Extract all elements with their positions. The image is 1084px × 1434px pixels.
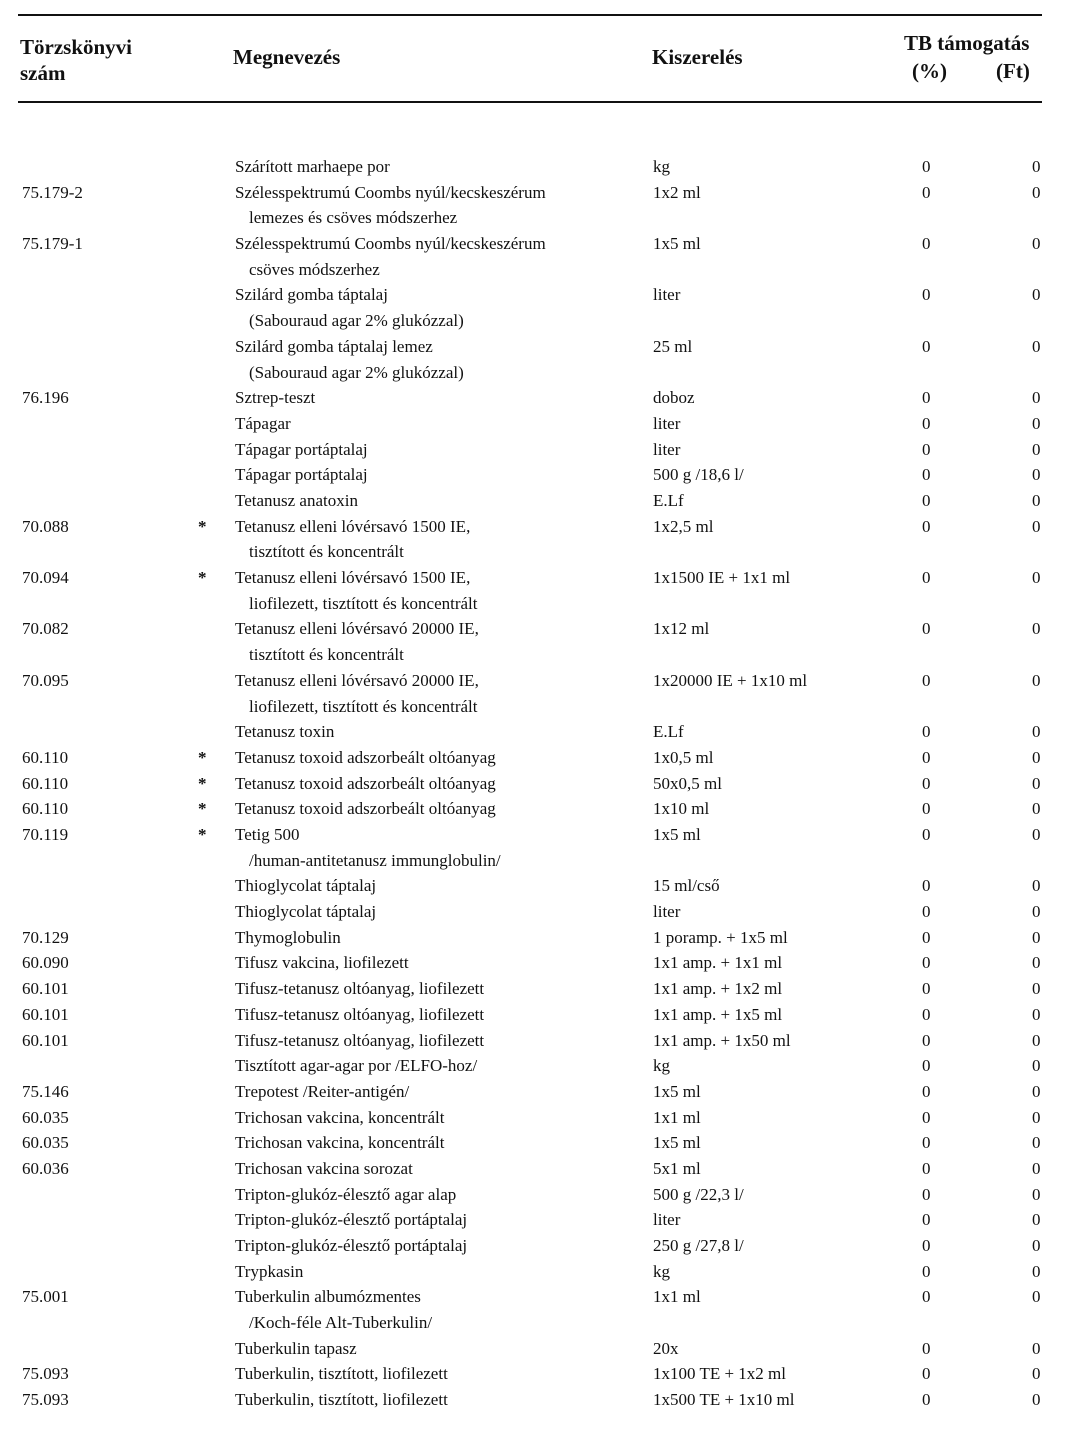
table-row	[0, 976, 1084, 1002]
product-name-line: Tifusz-tetanusz oltóanyag, liofilezett	[235, 1030, 485, 1050]
table-row	[0, 1105, 1084, 1131]
support-forint: 0	[1032, 1210, 1041, 1230]
product-name-line: Szárított marhaepe por	[235, 157, 390, 176]
product-name-line: Tisztított agar-agar por /ELFO-hoz/	[235, 1056, 478, 1076]
support-forint: 0	[1032, 747, 1041, 767]
support-forint: 0	[1032, 1390, 1041, 1410]
support-percent: 0	[922, 1184, 931, 1204]
packaging: 1x10 ml	[653, 799, 710, 819]
support-percent: 0	[922, 927, 931, 947]
table-row	[0, 334, 1084, 385]
product-name-continuation: tisztított és koncentrált	[249, 645, 404, 665]
packaging: 1x0,5 ml	[653, 747, 714, 767]
table-row	[0, 1233, 1084, 1259]
header-percent: (%)	[912, 59, 947, 83]
product-name	[235, 282, 464, 333]
table-row	[0, 616, 1084, 667]
support-percent: 0	[922, 439, 931, 459]
support-percent: 0	[922, 491, 931, 510]
product-name-line: Tápagar portáptalaj	[235, 465, 368, 485]
table-row	[0, 488, 1084, 514]
product-name-continuation: lemezes és csöves módszerhez	[249, 208, 458, 228]
product-name-continuation: (Sabouraud agar 2% glukózzal)	[249, 311, 464, 331]
table-row	[0, 771, 1084, 797]
support-forint: 0	[1032, 619, 1041, 639]
header-packaging: Kiszerelés	[652, 45, 743, 69]
product-name	[235, 1053, 477, 1079]
packaging: 1x5 ml	[653, 1081, 701, 1101]
product-name-line: Thymoglobulin	[235, 927, 341, 947]
product-name-line: Trichosan vakcina, koncentrált	[235, 1107, 445, 1127]
product-name	[235, 1361, 448, 1387]
packaging: 1x5 ml	[653, 234, 701, 254]
support-percent: 0	[922, 1287, 931, 1307]
support-forint: 0	[1032, 979, 1041, 999]
registry-number: 60.101	[22, 979, 69, 999]
table-row	[0, 1207, 1084, 1233]
packaging: 1x5 ml	[653, 825, 701, 844]
support-forint: 0	[1032, 1081, 1041, 1101]
product-name	[235, 976, 484, 1002]
product-name	[235, 385, 315, 411]
packaging: 50x0,5 ml	[653, 773, 722, 793]
support-forint: 0	[1032, 157, 1041, 176]
table-row	[0, 1002, 1084, 1028]
support-forint: 0	[1032, 1107, 1041, 1127]
product-name-line: Szilárd gomba táptalaj lemez	[235, 336, 433, 356]
table-row	[0, 950, 1084, 976]
registry-number: 75.093	[22, 1364, 69, 1384]
product-name	[235, 745, 496, 771]
support-forint: 0	[1032, 336, 1041, 356]
registry-number: 70.129	[22, 927, 69, 947]
header-registry-line1: Törzskönyvi	[20, 35, 133, 59]
support-percent: 0	[922, 722, 931, 742]
product-name	[235, 334, 464, 385]
support-percent: 0	[922, 747, 931, 767]
packaging: 1x1 amp. + 1x50 ml	[653, 1030, 791, 1050]
packaging: 1x1 ml	[653, 1287, 701, 1307]
packaging: 1x1 amp. + 1x5 ml	[653, 1004, 783, 1024]
product-name	[235, 616, 479, 667]
support-percent: 0	[922, 1236, 931, 1256]
support-forint: 0	[1032, 927, 1041, 947]
product-name-continuation: tisztított és koncentrált	[249, 542, 404, 562]
product-name	[235, 231, 546, 282]
packaging: 1x500 TE + 1x10 ml	[653, 1390, 795, 1410]
support-percent: 0	[922, 670, 931, 690]
packaging: 1x1500 IE + 1x1 ml	[653, 568, 791, 588]
product-name-line: Tetanusz anatoxin	[235, 491, 358, 510]
product-name	[235, 1336, 357, 1362]
product-name	[235, 1105, 444, 1131]
packaging: 500 g /22,3 l/	[653, 1184, 744, 1204]
product-name	[235, 925, 341, 951]
registry-number: 70.088	[22, 516, 69, 536]
packaging: kg	[653, 1261, 670, 1281]
header-name: Megnevezés	[233, 45, 341, 69]
asterisk-marker: *	[198, 747, 207, 767]
support-percent: 0	[922, 825, 931, 844]
product-name	[235, 565, 478, 616]
product-name	[235, 1079, 409, 1105]
product-name	[235, 411, 291, 437]
registry-number: 60.110	[22, 799, 69, 819]
table-row	[0, 1079, 1084, 1105]
table-row	[0, 462, 1084, 488]
product-name-line: Tetig 500	[235, 825, 300, 844]
registry-number: 60.101	[22, 1004, 69, 1024]
support-forint: 0	[1032, 234, 1041, 254]
packaging: 20x	[653, 1338, 679, 1358]
registry-number: 60.035	[22, 1107, 69, 1127]
packaging: 1x12 ml	[653, 619, 710, 639]
product-name	[235, 719, 334, 745]
product-name	[235, 1028, 484, 1054]
table-row	[0, 411, 1084, 437]
support-percent: 0	[922, 465, 931, 485]
product-name-continuation: csöves módszerhez	[249, 259, 380, 279]
support-forint: 0	[1032, 568, 1041, 588]
table-row	[0, 668, 1084, 719]
product-name-line: Tifusz-tetanusz oltóanyag, liofilezett	[235, 1004, 485, 1024]
packaging: liter	[653, 439, 681, 459]
packaging: 500 g /18,6 l/	[653, 465, 744, 485]
support-forint: 0	[1032, 1184, 1041, 1204]
support-percent: 0	[922, 979, 931, 999]
packaging: E.Lf	[653, 491, 684, 510]
registry-number: 60.110	[22, 773, 69, 793]
product-name	[235, 873, 376, 899]
support-forint: 0	[1032, 182, 1041, 202]
header-registry-number	[20, 34, 132, 86]
header-registry-line2: szám	[20, 61, 66, 85]
support-forint: 0	[1032, 876, 1041, 896]
product-name-line: Tetanusz toxoid adszorbeált oltóanyag	[235, 799, 496, 819]
product-name-line: Szilárd gomba táptalaj	[235, 285, 388, 305]
support-percent: 0	[922, 1390, 931, 1410]
packaging: 1x100 TE + 1x2 ml	[653, 1364, 786, 1384]
support-forint: 0	[1032, 670, 1041, 690]
asterisk-marker: *	[198, 773, 207, 793]
asterisk-marker: *	[198, 568, 207, 588]
support-percent: 0	[922, 1107, 931, 1127]
product-name	[235, 1259, 303, 1285]
product-name-line: Tuberkulin albumózmentes	[235, 1287, 421, 1307]
product-name-line: Tuberkulin, tisztított, liofilezett	[235, 1364, 448, 1384]
table-row	[0, 1387, 1084, 1413]
support-percent: 0	[922, 1004, 931, 1024]
product-name	[235, 1233, 467, 1259]
header-bottom-rule	[18, 101, 1042, 103]
registry-number: 75.001	[22, 1287, 69, 1307]
support-forint: 0	[1032, 1261, 1041, 1281]
support-forint: 0	[1032, 388, 1041, 408]
support-percent: 0	[922, 182, 931, 202]
support-percent: 0	[922, 1364, 931, 1384]
product-name-line: Tifusz vakcina, liofilezett	[235, 953, 409, 973]
product-name	[235, 154, 390, 180]
support-percent: 0	[922, 876, 931, 896]
support-forint: 0	[1032, 1158, 1041, 1178]
registry-number: 60.101	[22, 1030, 69, 1050]
support-percent: 0	[922, 902, 931, 922]
support-forint: 0	[1032, 1287, 1041, 1307]
support-percent: 0	[922, 1056, 931, 1076]
support-forint: 0	[1032, 465, 1041, 485]
table-row	[0, 719, 1084, 745]
product-name	[235, 796, 496, 822]
product-name-line: Tuberkulin, tisztított, liofilezett	[235, 1390, 448, 1410]
support-percent: 0	[922, 799, 931, 819]
registry-number: 70.095	[22, 670, 69, 690]
support-percent: 0	[922, 953, 931, 973]
support-forint: 0	[1032, 1056, 1041, 1076]
product-name	[235, 1182, 456, 1208]
product-name	[235, 668, 479, 719]
support-forint: 0	[1032, 773, 1041, 793]
table-row	[0, 899, 1084, 925]
support-forint: 0	[1032, 1133, 1041, 1153]
product-name	[235, 437, 368, 463]
support-forint: 0	[1032, 516, 1041, 536]
registry-number: 75.179-2	[22, 182, 83, 202]
product-name	[235, 1156, 413, 1182]
product-name	[235, 462, 368, 488]
support-percent: 0	[922, 1081, 931, 1101]
table-row	[0, 1336, 1084, 1362]
table-row	[0, 565, 1084, 616]
registry-number: 70.094	[22, 568, 69, 588]
registry-number: 60.110	[22, 747, 69, 767]
product-name-line: Tetanusz elleni lóvérsavó 1500 IE,	[235, 516, 471, 536]
support-forint: 0	[1032, 799, 1041, 819]
registry-number: 76.196	[22, 388, 69, 408]
packaging: liter	[653, 902, 681, 922]
table-row	[0, 1053, 1084, 1079]
packaging: 1x2 ml	[653, 182, 701, 202]
table-row	[0, 1182, 1084, 1208]
product-name-line: Thioglycolat táptalaj	[235, 902, 377, 922]
product-name	[235, 822, 501, 873]
table-row	[0, 1284, 1084, 1335]
product-name	[235, 950, 409, 976]
registry-number: 60.036	[22, 1158, 69, 1178]
support-percent: 0	[922, 336, 931, 356]
product-name	[235, 1387, 448, 1413]
product-name-line: Tápagar portáptalaj	[235, 439, 368, 459]
table-row	[0, 796, 1084, 822]
support-forint: 0	[1032, 491, 1041, 510]
product-name	[235, 488, 358, 514]
table-row	[0, 385, 1084, 411]
header-forint: (Ft)	[996, 59, 1030, 83]
table-row	[0, 1156, 1084, 1182]
packaging: 250 g /27,8 l/	[653, 1236, 744, 1256]
product-name-line: Tetanusz elleni lóvérsavó 20000 IE,	[235, 670, 479, 690]
registry-number: 70.119	[22, 825, 69, 844]
registry-number: 60.035	[22, 1133, 69, 1153]
product-name-line: Szélesspektrumú Coombs nyúl/kecskeszérum	[235, 234, 546, 254]
asterisk-marker: *	[198, 799, 207, 819]
packaging: 1x1 ml	[653, 1107, 701, 1127]
support-percent: 0	[922, 516, 931, 536]
registry-number: 75.179-1	[22, 234, 83, 254]
product-name	[235, 771, 496, 797]
product-name-line: Tripton-glukóz-élesztő portáptalaj	[235, 1236, 468, 1256]
support-forint: 0	[1032, 1004, 1041, 1024]
product-name-continuation: /human-antitetanusz immunglobulin/	[249, 850, 501, 870]
product-name	[235, 899, 376, 925]
packaging: liter	[653, 285, 681, 305]
product-name-line: Trichosan vakcina sorozat	[235, 1158, 413, 1178]
packaging: kg	[653, 1056, 670, 1076]
table-row	[0, 514, 1084, 565]
product-name	[235, 514, 470, 565]
packaging: liter	[653, 1210, 681, 1230]
packaging: E.Lf	[653, 722, 684, 742]
packaging: 1x20000 IE + 1x10 ml	[653, 670, 808, 690]
support-percent: 0	[922, 157, 931, 176]
product-name-line: Tetanusz toxoid adszorbeált oltóanyag	[235, 773, 496, 793]
packaging: 1x1 amp. + 1x1 ml	[653, 953, 783, 973]
packaging: 1x2,5 ml	[653, 516, 714, 536]
support-forint: 0	[1032, 285, 1041, 305]
table-row	[0, 231, 1084, 282]
table-row	[0, 925, 1084, 951]
support-forint: 0	[1032, 1338, 1041, 1358]
product-name	[235, 1284, 432, 1335]
support-forint: 0	[1032, 953, 1041, 973]
table-row	[0, 180, 1084, 231]
product-name-line: Trypkasin	[235, 1261, 304, 1281]
support-percent: 0	[922, 568, 931, 588]
product-name-line: Trichosan vakcina, koncentrált	[235, 1133, 445, 1153]
table-row	[0, 745, 1084, 771]
asterisk-marker: *	[198, 825, 207, 844]
registry-number: 70.082	[22, 619, 69, 639]
support-percent: 0	[922, 234, 931, 254]
support-forint: 0	[1032, 902, 1041, 922]
table-row	[0, 822, 1084, 873]
table-row	[0, 1028, 1084, 1054]
product-name-line: Szélesspektrumú Coombs nyúl/kecskeszérum	[235, 182, 546, 202]
table-row	[0, 1130, 1084, 1156]
product-name-line: Tetanusz toxoid adszorbeált oltóanyag	[235, 747, 496, 767]
product-name-line: Thioglycolat táptalaj	[235, 876, 377, 896]
support-percent: 0	[922, 1158, 931, 1178]
support-forint: 0	[1032, 722, 1041, 742]
support-percent: 0	[922, 1210, 931, 1230]
packaging: 5x1 ml	[653, 1158, 701, 1178]
table-row	[0, 154, 1084, 180]
support-percent: 0	[922, 413, 931, 433]
packaging: kg	[653, 157, 670, 176]
support-percent: 0	[922, 619, 931, 639]
support-percent: 0	[922, 388, 931, 408]
registry-number: 75.146	[22, 1081, 69, 1101]
support-forint: 0	[1032, 1030, 1041, 1050]
table-row	[0, 282, 1084, 333]
packaging: liter	[653, 413, 681, 433]
support-percent: 0	[922, 1261, 931, 1281]
packaging: 1x1 amp. + 1x2 ml	[653, 979, 783, 999]
support-forint: 0	[1032, 413, 1041, 433]
top-rule	[18, 14, 1042, 16]
product-name-line: Tuberkulin tapasz	[235, 1338, 357, 1358]
product-name-line: Tetanusz toxin	[235, 722, 335, 742]
packaging: 25 ml	[653, 336, 693, 356]
header-tb-support: TB támogatás	[904, 31, 1030, 55]
product-table	[0, 154, 1084, 1413]
product-name-line: Tetanusz elleni lóvérsavó 20000 IE,	[235, 619, 479, 639]
product-name-line: Tápagar	[235, 413, 291, 433]
product-name-line: Tripton-glukóz-élesztő agar alap	[235, 1184, 457, 1204]
product-name	[235, 1207, 467, 1233]
product-name-line: Tripton-glukóz-élesztő portáptalaj	[235, 1210, 468, 1230]
packaging: 1 poramp. + 1x5 ml	[653, 927, 788, 947]
table-row	[0, 873, 1084, 899]
support-percent: 0	[922, 1030, 931, 1050]
product-name-continuation: liofilezett, tisztított és koncentrált	[249, 593, 478, 613]
support-percent: 0	[922, 285, 931, 305]
support-percent: 0	[922, 773, 931, 793]
product-name-continuation: liofilezett, tisztított és koncentrált	[249, 696, 478, 716]
support-percent: 0	[922, 1338, 931, 1358]
product-name	[235, 1002, 484, 1028]
support-forint: 0	[1032, 439, 1041, 459]
product-name-line: Tifusz-tetanusz oltóanyag, liofilezett	[235, 979, 485, 999]
product-name-line: Sztrep-teszt	[235, 388, 316, 408]
support-forint: 0	[1032, 1364, 1041, 1384]
table-row	[0, 1361, 1084, 1387]
product-name-line: Tetanusz elleni lóvérsavó 1500 IE,	[235, 568, 471, 588]
asterisk-marker: *	[198, 516, 207, 536]
product-name-line: Trepotest /Reiter-antigén/	[235, 1081, 410, 1101]
table-row	[0, 1259, 1084, 1285]
registry-number: 60.090	[22, 953, 69, 973]
support-forint: 0	[1032, 825, 1041, 844]
packaging: 1x5 ml	[653, 1133, 701, 1153]
packaging: doboz	[653, 388, 695, 408]
product-name-continuation: /Koch-féle Alt-Tuberkulin/	[249, 1313, 433, 1333]
support-percent: 0	[922, 1133, 931, 1153]
product-name-continuation: (Sabouraud agar 2% glukózzal)	[249, 362, 464, 382]
support-forint: 0	[1032, 1236, 1041, 1256]
product-name	[235, 1130, 444, 1156]
packaging: 15 ml/cső	[653, 876, 720, 896]
product-name	[235, 180, 546, 231]
registry-number: 75.093	[22, 1390, 69, 1410]
table-row	[0, 437, 1084, 463]
